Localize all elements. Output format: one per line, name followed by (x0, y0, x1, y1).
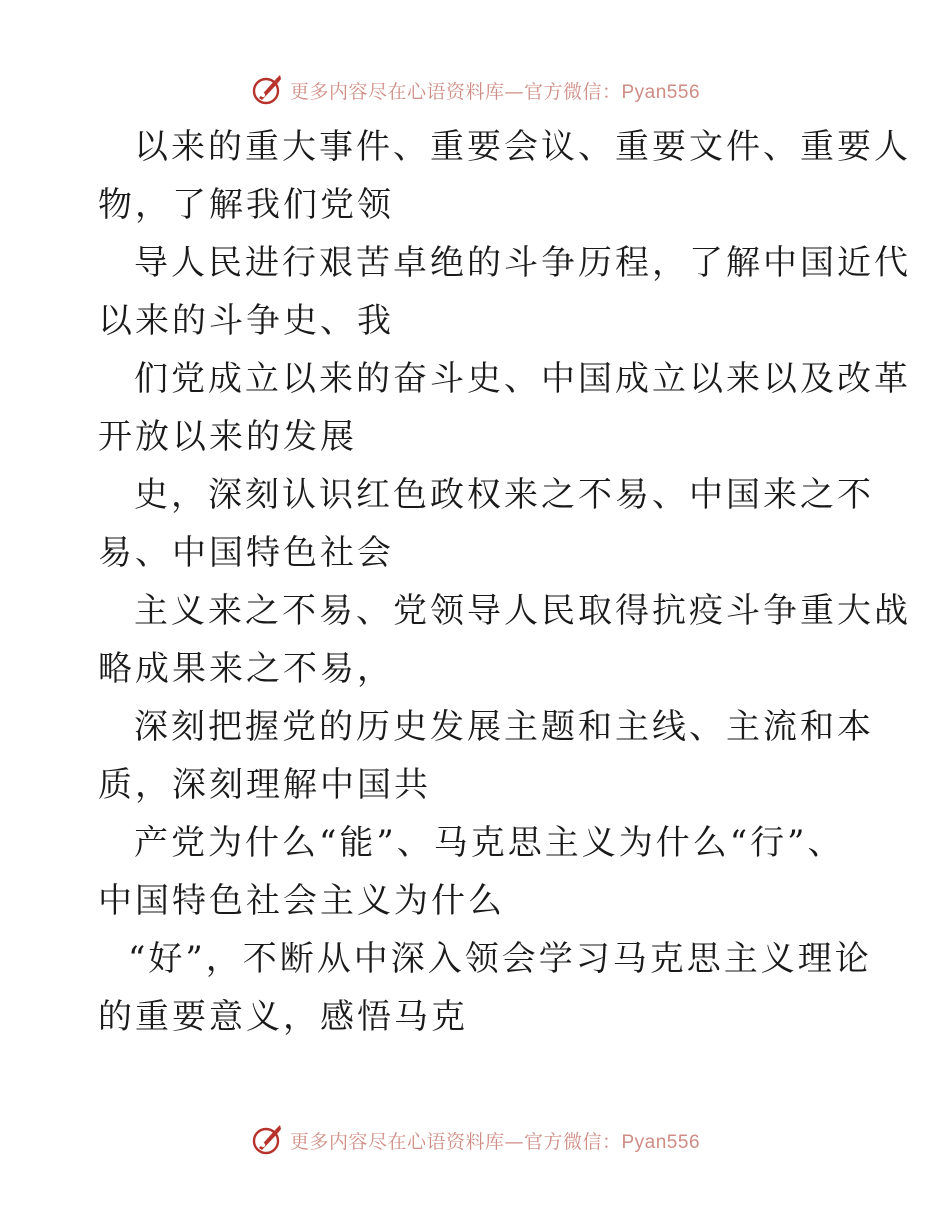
paragraph-continuation-line: 质，深刻理解中国共 (98, 765, 431, 805)
footer-wechat-id: Pyan556 (621, 1131, 701, 1153)
footer-text (290, 1127, 700, 1154)
document-body (98, 118, 911, 1046)
header-wechat: 官方微信： (523, 80, 622, 103)
paragraph-continuation-line: 物，了解我们党领 (98, 185, 394, 225)
header-text (290, 77, 700, 104)
paragraph-first-line: 们党成立以来的奋斗史、中国成立以来以及改革 (134, 359, 911, 399)
footer-dash: — (504, 1130, 524, 1153)
paragraph-first-line: “好”，不断从中深入领会学习马克思主义理论 (128, 939, 872, 979)
paragraph-continuation-line: 易、中国特色社会 (98, 533, 394, 573)
paragraph (98, 466, 874, 582)
paragraph (98, 930, 872, 1046)
header-label: 更多内容尽在心语资料库 (289, 80, 505, 103)
header-watermark (0, 70, 950, 110)
paragraph-first-line: 以来的重大事件、重要会议、重要文件、重要人 (134, 127, 911, 167)
paragraph (98, 582, 911, 698)
footer-label: 更多内容尽在心语资料库 (289, 1130, 505, 1153)
paragraph-continuation-line: 以来的斗争史、我 (98, 301, 394, 341)
paragraph (98, 814, 858, 930)
footer-wechat: 官方微信： (523, 1130, 622, 1153)
paragraph-first-line: 主义来之不易、党领导人民取得抗疫斗争重大战 (134, 591, 911, 631)
paragraph-continuation-line: 开放以来的发展 (98, 417, 357, 457)
paragraph-continuation-line: 略成果来之不易， (98, 649, 394, 689)
paragraph-continuation-line: 的重要意义，感悟马克 (98, 997, 468, 1037)
quill-logo-icon (250, 1123, 284, 1157)
paragraph-first-line: 史，深刻认识红色政权来之不易、中国来之不 (134, 475, 874, 515)
paragraph (98, 234, 911, 350)
paragraph (98, 698, 874, 814)
paragraph (98, 350, 911, 466)
paragraph-first-line: 深刻把握党的历史发展主题和主线、主流和本 (134, 707, 874, 747)
quill-logo-icon (250, 73, 284, 107)
header-wechat-id: Pyan556 (621, 81, 701, 103)
paragraph (98, 118, 911, 234)
header-dash: — (504, 80, 524, 103)
paragraph-first-line: 产党为什么“能”、马克思主义为什么“行”、 (134, 823, 845, 863)
paragraph-first-line: 导人民进行艰苦卓绝的斗争历程，了解中国近代 (134, 243, 911, 283)
paragraph-continuation-line: 中国特色社会主义为什么 (98, 881, 505, 921)
footer-watermark (0, 1120, 950, 1160)
